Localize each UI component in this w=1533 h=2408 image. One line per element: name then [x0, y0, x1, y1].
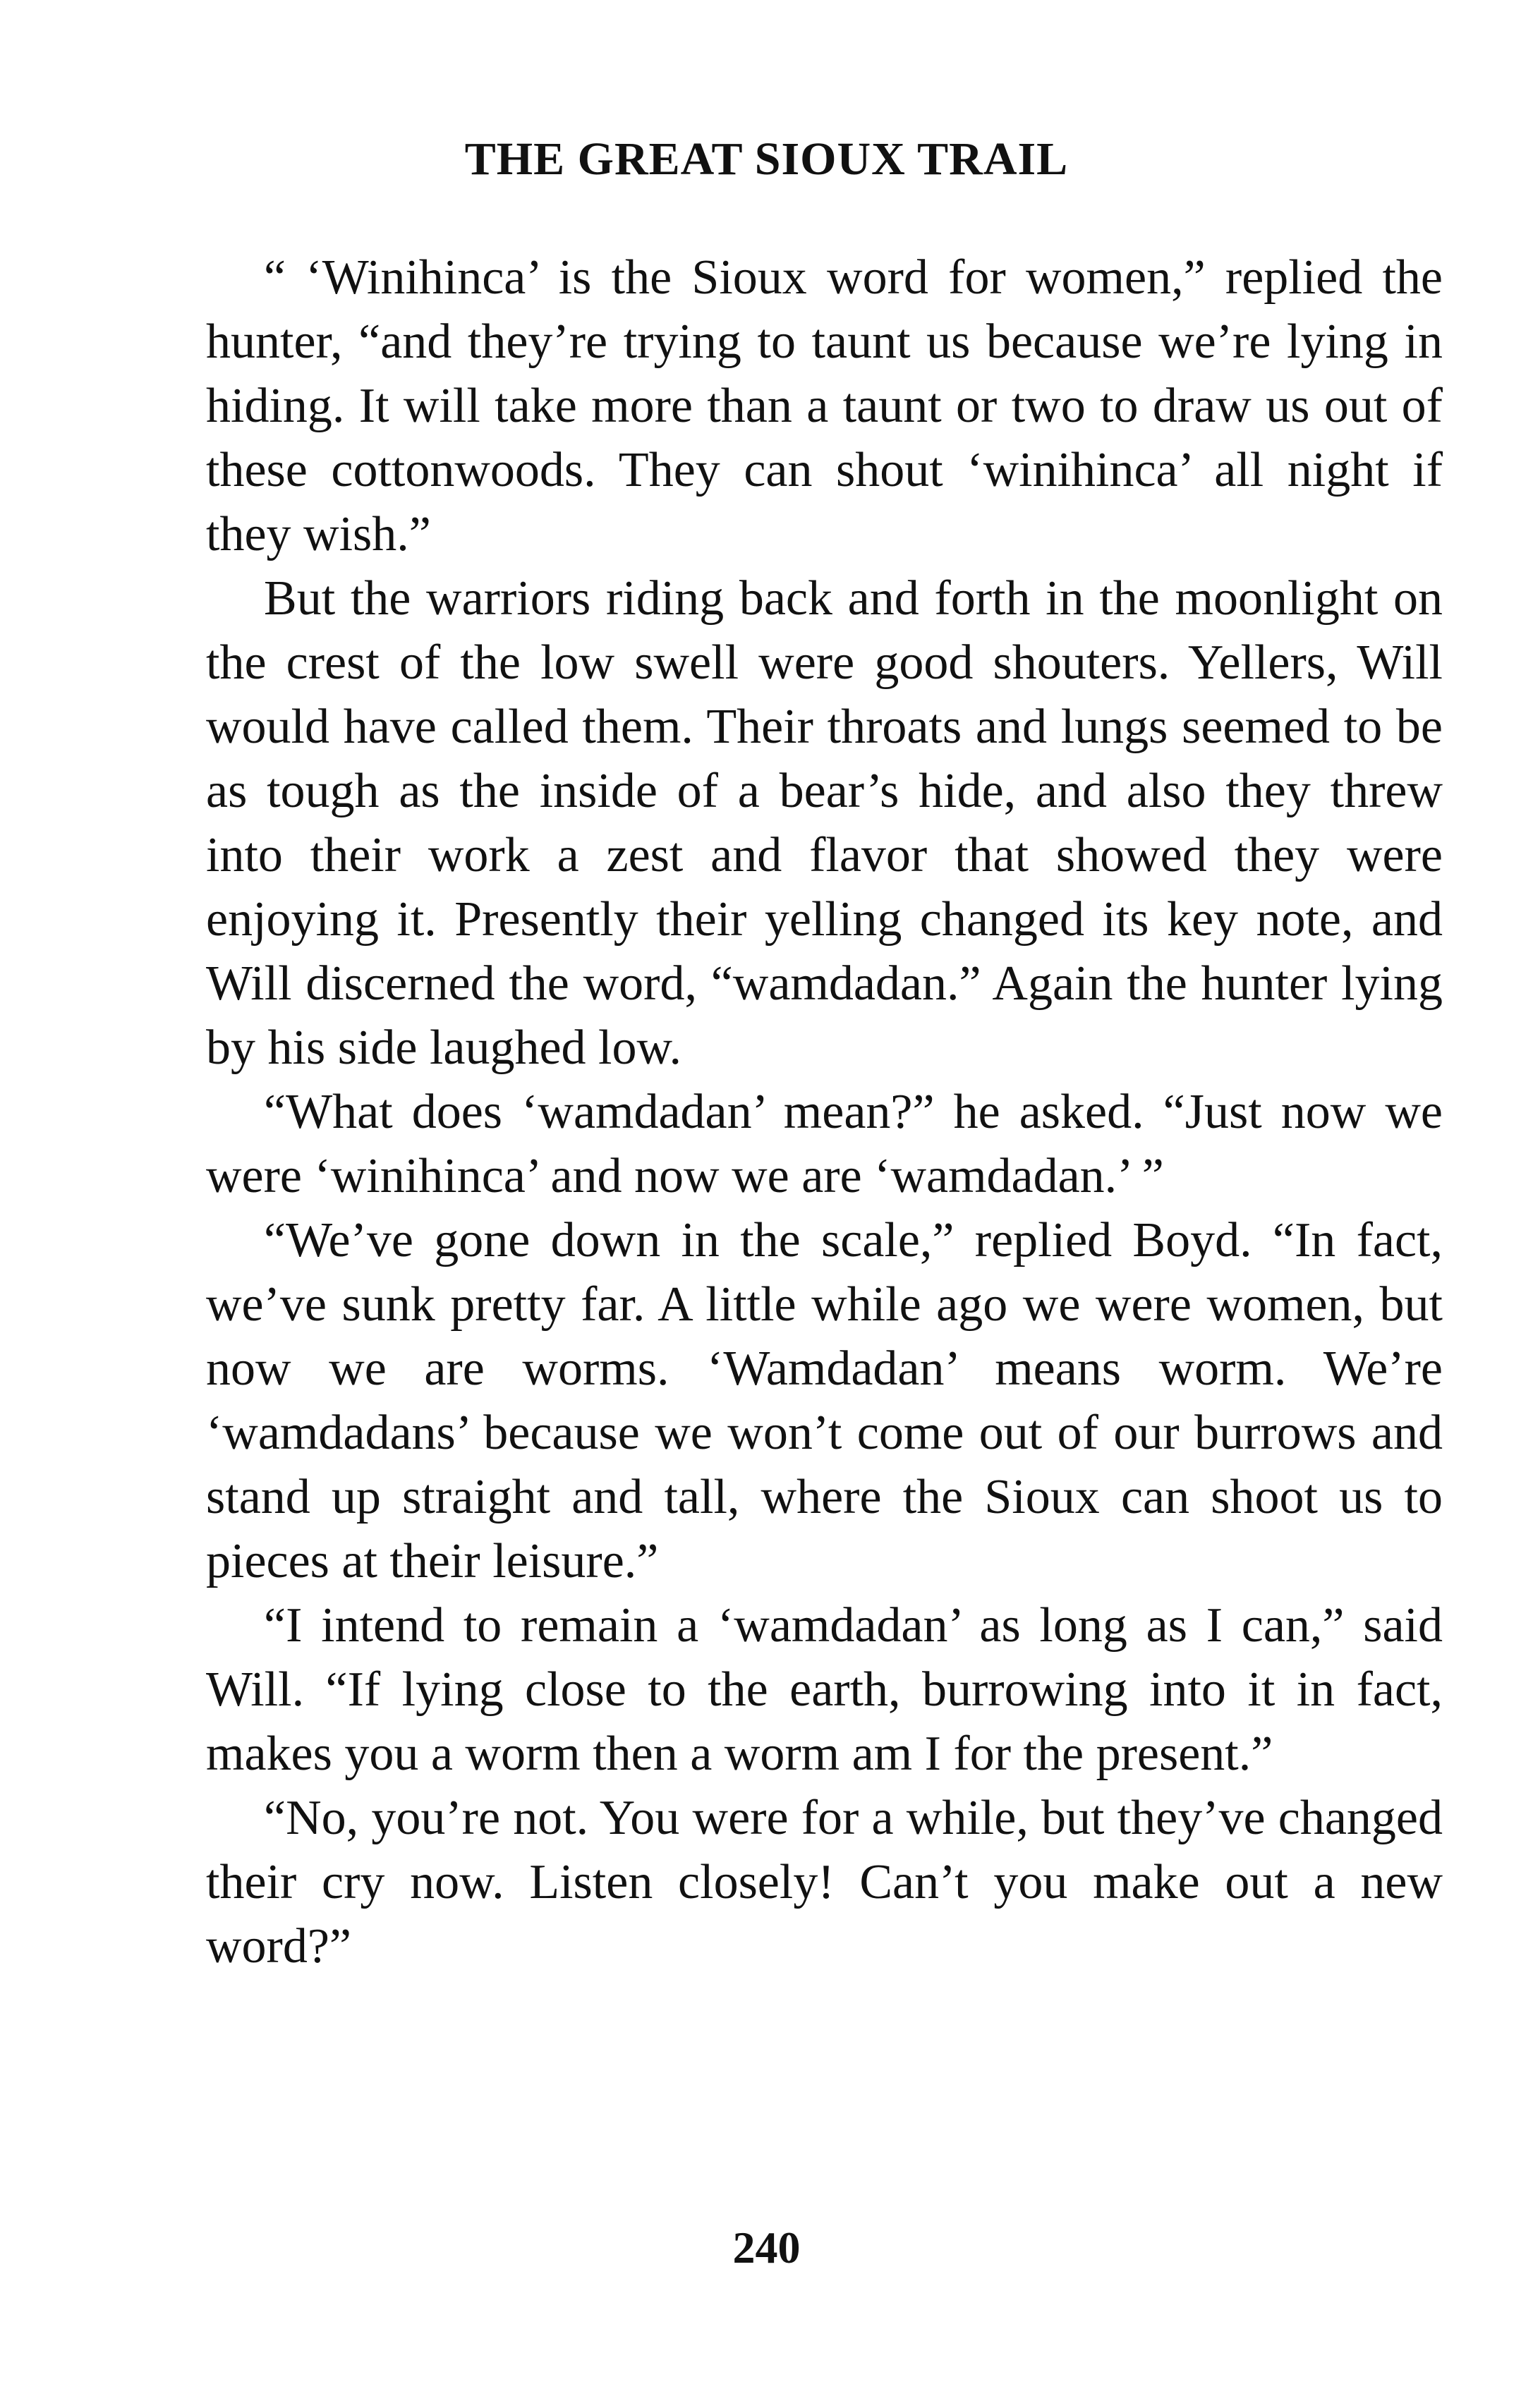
running-title: THE GREAT SIOUX TRAIL — [464, 133, 1069, 185]
paragraph-6: “No, you’re not. You were for a while, but they’ve changed their cry now. Listen closely! Can’t you make out a new word?” — [206, 1791, 1443, 1974]
paragraph-5: “I intend to remain a ‘wamdadan’ as long as I can,” said Will. “If lying close to the earth, burrowing into it in fact, makes you a worm then a worm am I for the present.” — [206, 1598, 1443, 1781]
page-number: 240 — [732, 2222, 801, 2273]
body-text — [206, 245, 1443, 1978]
paragraph-2: But the warriors riding back and forth in the moonlight on the crest of the low swell were good shouters. Yellers, Will would have called them. Their throats and lungs seemed to be as tough as the inside of a bear’s hide, and also they threw into their work a zest and flavor that showed they were enjoying it. Presently their yelling changed its key note, and Will discerned the word, “wamdadan.” Again the hunter lying by his side laughed low. — [206, 571, 1443, 1075]
paragraph-1: “ ‘Winihinca’ is the Sioux word for women,” replied the hunter, “and they’re trying to taunt us because we’re lying in hiding. It will take more than a taunt or two to draw us out of these cottonwoods. They can shout ‘winihinca’ all night if they wish.” — [206, 250, 1443, 561]
paragraph-3: “What does ‘wamdadan’ mean?” he asked. “Just now we were ‘winihinca’ and now we are ‘wamdadan.’ ” — [206, 1085, 1443, 1203]
paragraph-4: “We’ve gone down in the scale,” replied Boyd. “In fact, we’ve sunk pretty far. A little while ago we were women, but now we are worms. ‘Wamdadan’ means worm. We’re ‘wamdadans’ because we won’t come out of our burrows and stand up straight and tall, where the Sioux can shoot us to pieces at their leisure.” — [206, 1213, 1443, 1588]
